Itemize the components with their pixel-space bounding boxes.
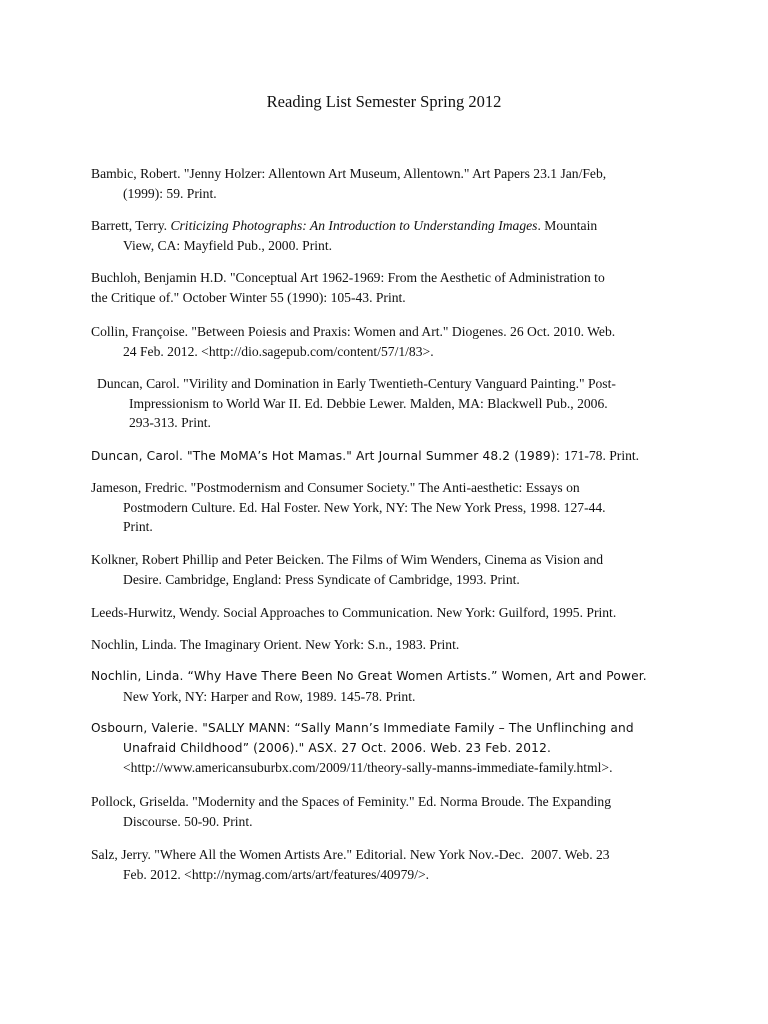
citation-line: Feb. 2012. <http://nymag.com/arts/art/features/40979/>. <box>123 866 430 882</box>
citation-line: Desire. Cambridge, England: Press Syndicate of Cambridge, 1993. Print. <box>123 571 520 587</box>
citation-entry <box>91 216 673 255</box>
citation-entry <box>91 164 673 203</box>
citation-entry <box>91 478 673 537</box>
citation-entry <box>91 322 673 361</box>
citation-line: Kolkner, Robert Phillip and Peter Beicken. The Films of Wim Wenders, Cinema as Vision and <box>91 552 604 567</box>
citation-entry <box>91 268 673 307</box>
citation-line: Postmodern Culture. Ed. Hal Foster. New York, NY: The New York Press, 1998. 127-44. <box>123 499 606 515</box>
citation-line: Nochlin, Linda. The Imaginary Orient. New York: S.n., 1983. Print. <box>91 637 460 652</box>
citation-line: Nochlin, Linda. “Why Have There Been No Great Women Artists.” Women, Art and Power. <box>91 669 647 683</box>
citation-line: Buchloh, Benjamin H.D. "Conceptual Art 1962-1969: From the Aesthetic of Administration to <box>91 270 605 285</box>
citation-line: 24 Feb. 2012. <http://dio.sagepub.com/content/57/1/83>. <box>123 343 434 359</box>
citation-line: (1999): 59. Print. <box>123 185 217 201</box>
citation-url-line: <http://www.americansuburbx.com/2009/11/theory-sally-manns-immediate-family.html>. <box>123 760 613 776</box>
citation-text: . Mountain <box>537 218 598 233</box>
citation-line <box>91 446 673 467</box>
citation-title-italic: Criticizing Photographs: An Introduction to Understanding Images <box>170 218 538 233</box>
citation-entry <box>91 667 673 706</box>
citation-entry <box>91 603 673 623</box>
citation-line: Impressionism to World War II. Ed. Debbie Lewer. Malden, MA: Blackwell Pub., 2006. <box>129 395 608 411</box>
citation-text: Duncan, Carol. "The MoMA’s Hot Mamas." Art Journal Summer 48.2 (1989): <box>91 449 564 463</box>
citation-line: Pollock, Griselda. "Modernity and the Spaces of Feminity." Ed. Norma Broude. The Expanding <box>91 794 612 809</box>
citation-line: Jameson, Fredric. "Postmodernism and Consumer Society." The Anti-aesthetic: Essays on <box>91 480 580 495</box>
citation-line: Salz, Jerry. "Where All the Women Artists Are." Editorial. New York Nov.-Dec. 2007. Web. 23 <box>91 847 610 862</box>
citation-entry <box>91 446 673 467</box>
citation-line: Collin, Françoise. "Between Poiesis and Praxis: Women and Art." Diogenes. 26 Oct. 2010. Web. <box>91 324 616 339</box>
citation-entry <box>91 635 673 655</box>
citation-text: Barrett, Terry. <box>91 218 171 233</box>
citation-line: 293-313. Print. <box>129 415 211 431</box>
citation-line: the Critique of." October Winter 55 (1990): 105-43. Print. <box>91 289 406 305</box>
citation-line: Osbourn, Valerie. "SALLY MANN: “Sally Mann’s Immediate Family – The Unflinching and <box>91 721 634 735</box>
citation-line: Leeds-Hurwitz, Wendy. Social Approaches to Communication. New York: Guilford, 1995. Print. <box>91 605 617 620</box>
citation-line: Bambic, Robert. "Jenny Holzer: Allentown Art Museum, Allentown." Art Papers 23.1 Jan/Feb, <box>91 166 607 181</box>
citation-line: Discourse. 50-90. Print. <box>123 813 253 829</box>
page-title: Reading List Semester Spring 2012 <box>266 92 502 111</box>
citation-entry <box>91 792 673 831</box>
citation-line: Unafraid Childhood” (2006)." ASX. 27 Oct. 2006. Web. 23 Feb. 2012. <box>123 740 552 755</box>
citation-line: View, CA: Mayfield Pub., 2000. Print. <box>123 237 332 253</box>
citation-line: Print. <box>123 519 153 535</box>
citation-entry <box>91 845 673 884</box>
citation-line <box>91 216 673 236</box>
citation-entry <box>97 374 677 433</box>
citation-entry <box>91 719 673 778</box>
citation-entry <box>91 550 673 589</box>
citation-text: 171-78. Print. <box>563 448 640 463</box>
citation-line: New York, NY: Harper and Row, 1989. 145-78. Print. <box>123 688 416 704</box>
citation-line: Duncan, Carol. "Virility and Domination in Early Twentieth-Century Vanguard Painting." Post- <box>97 376 616 391</box>
